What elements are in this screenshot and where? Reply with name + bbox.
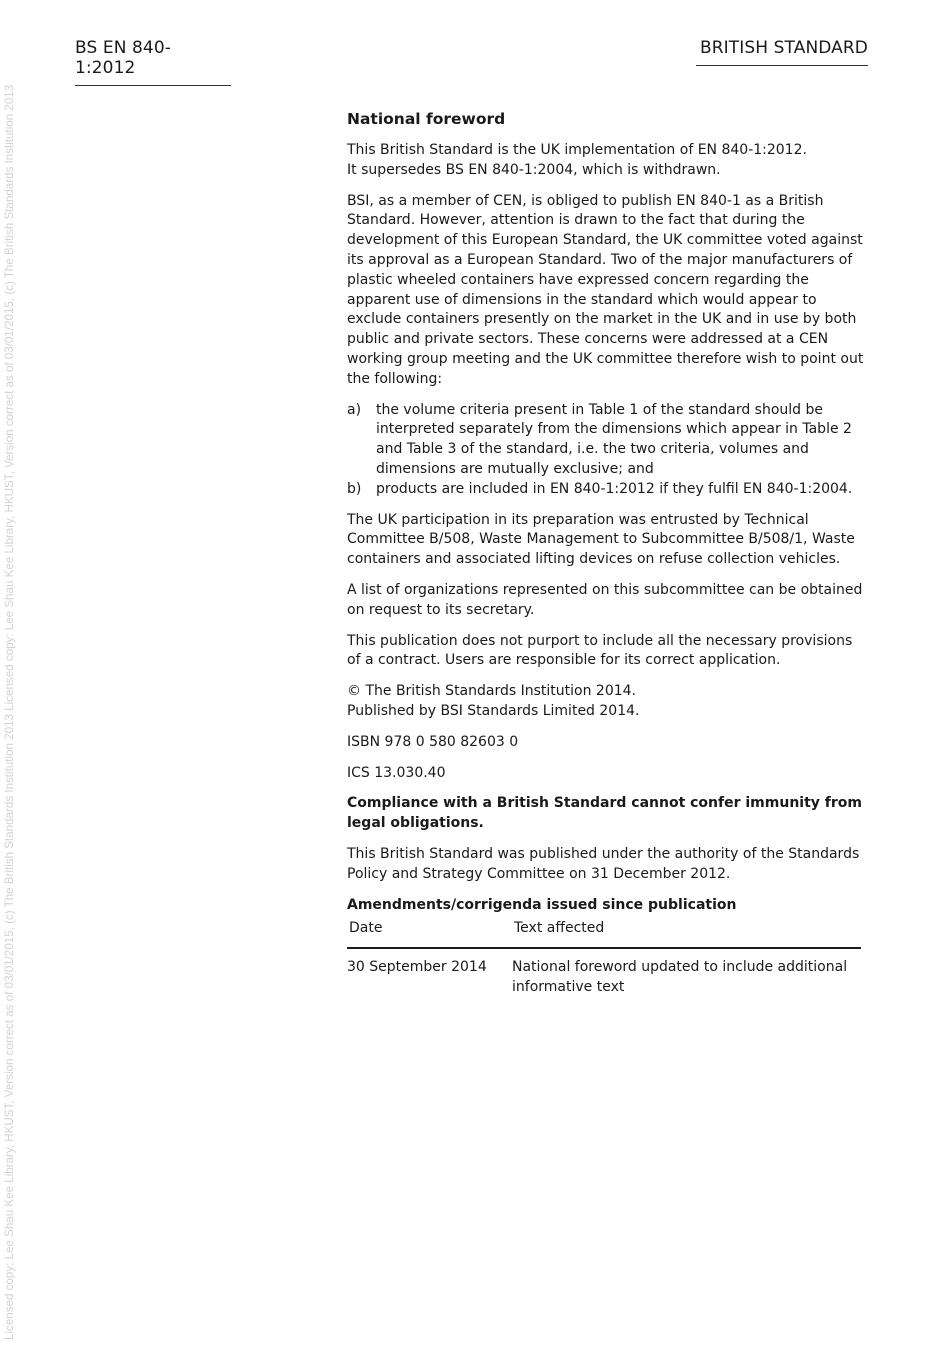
intro-paragraph — [347, 141, 867, 181]
bsi-paragraph: BSI, as a member of CEN, is obliged to publish EN 840-1 as a British Standard. However, attention is drawn to the fact that during the development of this European Standard, the UK committee voted against its approval as a European Standard. Two of the major manufacturers of plastic wheeled containers have expressed concern regarding the apparent use of dimensions in the standard which would appear to exclude containers presently on the market in the UK and in use by both public and private sectors. These concerns were addressed at a CEN working group meeting and the UK committee therefore wish to point out the following: — [347, 192, 864, 387]
copyright-line-2: Published by BSI Standards Limited 2014. — [347, 702, 640, 719]
list-item — [347, 480, 867, 500]
table-row — [347, 948, 861, 998]
amendments-table — [347, 919, 861, 997]
list-marker: b) — [347, 480, 362, 497]
list-marker: a) — [347, 401, 362, 418]
isbn: ISBN 978 0 580 82603 0 — [347, 733, 519, 750]
column-header-text-affected: Text affected — [512, 919, 861, 948]
list-item — [347, 401, 867, 480]
license-watermark — [0, 0, 24, 1346]
compliance-notice: Compliance with a British Standard cannot confer immunity from legal obligations. — [347, 795, 862, 832]
authority-paragraph: This British Standard was published under the authority of the Standards Policy and Strategy Committee on 31 December 2012. — [347, 845, 860, 882]
amendment-text: National foreword updated to include additional informative text — [512, 959, 848, 995]
copyright-paragraph — [347, 682, 867, 722]
participation-paragraph: The UK participation in its preparation was entrusted by Technical Committee B/508, Waste Management to Subcommittee B/508/1, Waste containers and associated lifting devices on refuse collection vehicles. — [347, 511, 855, 568]
list-item-text: the volume criteria present in Table 1 of the standard should be interpreted separately from the dimensions which appear in Table 2 and Table 3 of the standard, i.e. the two criteria, volumes and dimensions are mutually exclusive; and — [376, 401, 852, 477]
document-number: BS EN 840-1:2012 — [75, 38, 231, 86]
column-header-date: Date — [347, 919, 512, 948]
amendment-date: 30 September 2014 — [347, 959, 487, 976]
intro-line-2: It supersedes BS EN 840-1:2004, which is withdrawn. — [347, 161, 721, 178]
list-item-text: products are included in EN 840-1:2012 if they fulfil EN 840-1:2004. — [376, 480, 853, 497]
contract-paragraph: This publication does not purport to include all the necessary provisions of a contract. Users are responsible for its correct application. — [347, 632, 853, 669]
intro-line-1: This British Standard is the UK implementation of EN 840-1:2012. — [347, 142, 807, 158]
series-title: BRITISH STANDARD — [696, 38, 868, 66]
table-header-row — [347, 919, 861, 948]
national-foreword — [347, 108, 867, 998]
organizations-paragraph: A list of organizations represented on this subcommittee can be obtained on request to its secretary. — [347, 581, 863, 618]
foreword-title: National foreword — [347, 110, 506, 128]
copyright-line-1: © The British Standards Institution 2014. — [347, 683, 637, 700]
amendments-title: Amendments/corrigenda issued since publication — [347, 896, 737, 913]
ics: ICS 13.030.40 — [347, 764, 446, 781]
watermark-text: Licensed copy: Lee Shau Kee Library, HKUST, Version correct as of 03/01/2015, (c) The British Standards Institution 2013 Licensed copy: Lee Shau Kee Library, HKUST, Version correct as of 03/01/2015, (c) The British Standards Institution 2013 — [3, 84, 16, 1340]
points-list — [347, 401, 867, 500]
